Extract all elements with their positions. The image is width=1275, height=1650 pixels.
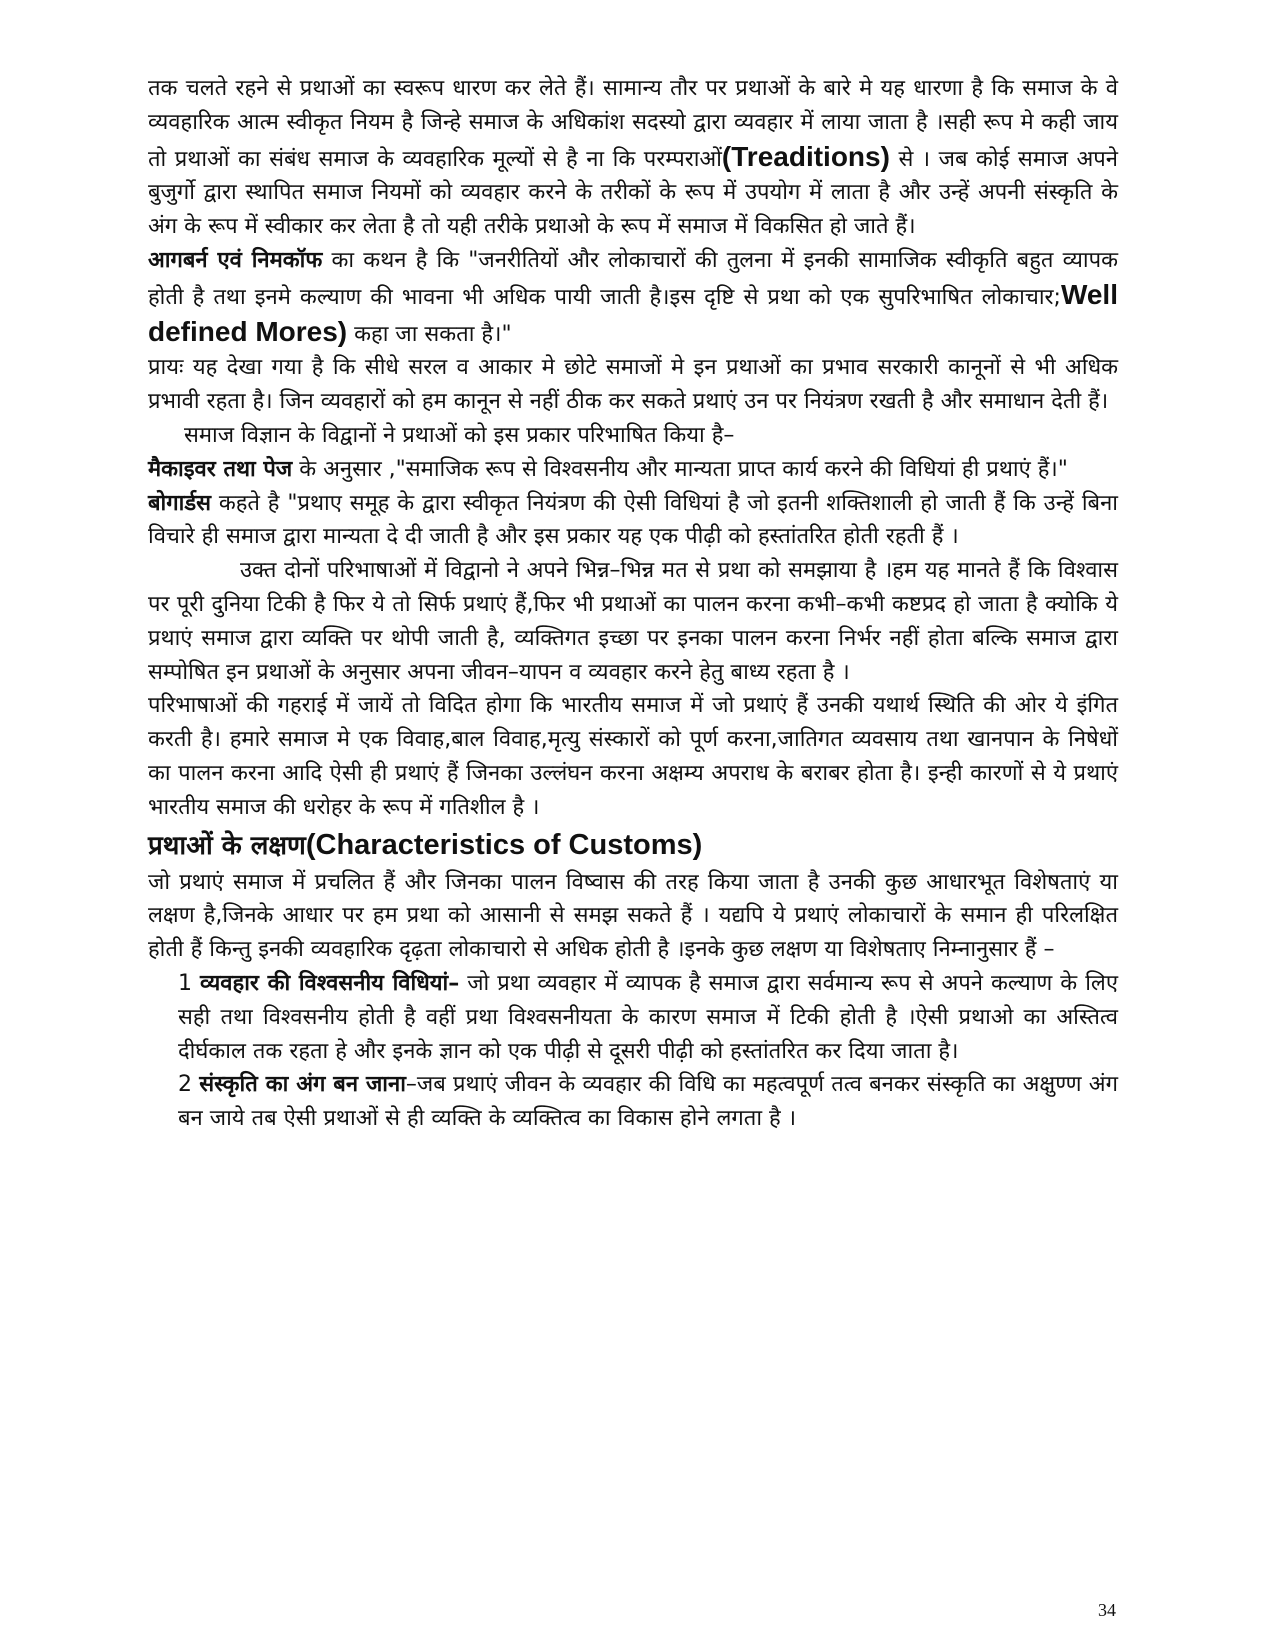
author-name: मैकाइवर तथा पेज	[148, 456, 293, 482]
paragraph-bogardus	[148, 487, 1118, 555]
paragraph-maciver-page	[148, 453, 1118, 487]
term-traditions: (Treaditions)	[721, 140, 890, 172]
item-title: संस्कृति का अंग बन जाना	[199, 1072, 406, 1098]
term-well-defined-mores: Well defined Mores)	[148, 278, 1118, 347]
document-page	[148, 72, 1118, 1136]
item-title: व्यवहार की विश्वसनीय विधियां–	[200, 970, 460, 996]
paragraph-text: तक चलते रहने से प्रथाओं का स्वरूप धारण कर लेते हैं। सामान्य तौर पर प्रथाओं के बारे मे यह धारणा है कि समाज के वे व्यवहारिक आत्म स्वीकृत नियम है जिन्हे समाज के अधिकांश सदस्यो द्वारा व्यवहार में लाया जाता है ।सही रूप मे कही जाय तो प्रथाओं का संबंध समाज के व्यवहारिक मूल्यों से है ना कि परम्पराओं	[148, 76, 1118, 172]
heading-hindi: प्रथाओं के लक्षण	[148, 830, 306, 861]
page-number: 34	[1098, 1600, 1116, 1620]
paragraph-text: से । जब कोई समाज अपने बुजुर्गो द्वारा स्थापित समाज नियमों को व्यवहार करने के तरीकों के रूप में उपयोग में लाता है और उन्हें अपनी संस्कृति के अंग के रूप में स्वीकार कर लेता है तो यही तरीके प्रथाओ के रूप में समाज में विकसित हो जाते हैं।	[148, 146, 1118, 240]
paragraph-definitions-intro: समाज विज्ञान के विद्वानों ने प्रथाओं को इस प्रकार परिभाषित किया है–	[184, 422, 735, 448]
paragraph-indian-society: परिभाषाओं की गहराई में जायें तो विदित होगा कि भारतीय समाज में जो प्रथाएं हैं उनकी यथार्थ स्थिति की ओर ये इंगित करती है। हमारे समाज मे एक विवाह,बाल विवाह,मृत्यु संस्कारों को पूर्ण करना,जातिगत व्यवसाय तथा खानपान के निषेधों का पालन करना आदि ऐसी ही प्रथाएं हैं जिनका उल्लंघन करना अक्षम्य अपराध के बराबर होता है। इन्ही कारणों से ये प्रथाएं भारतीय समाज की धरोहर के रूप में गतिशील है ।	[148, 693, 1118, 820]
author-name: बोगार्डस	[148, 490, 211, 516]
paragraph-small-societies: प्रायः यह देखा गया है कि सीधे सरल व आकार मे छोटे समाजों मे इन प्रथाओं का प्रभाव सरकारी कानूनों से भी अधिक प्रभावी रहता है। जिन व्यवहारों को हम कानून से नहीं ठीक कर सकते प्रथाएं उन पर नियंत्रण रखती है और समाधान देती हैं।	[148, 355, 1118, 415]
list-item	[148, 1068, 1118, 1136]
paragraph-text: के अनुसार ,"समाजिक रूप से विश्वसनीय और मान्यता प्राप्त कार्य करने की विधियां ही प्रथाएं हैं।"	[292, 456, 1068, 482]
paragraph-characteristics-intro: जो प्रथाएं समाज में प्रचलित हैं और जिनका पालन विष्वास की तरह किया जाता है उनकी कुछ आधारभूत विशेषताएं या लक्षण है,जिनके आधार पर हम प्रथा को आसानी से समझ सकते हैं । यद्यपि ये प्रथाएं लोकाचारों के समान ही परिलक्षित होती हैं किन्तु इनकी व्यवहारिक दृढ़ता लोकाचारो से अधिक होती है ।इनके कुछ लक्षण या विशेषताए निम्नानुसार हैं –	[148, 869, 1118, 963]
item-number: 2	[178, 1072, 200, 1098]
paragraph-customs-intro	[148, 72, 1118, 244]
paragraph-text: कहा जा सकता है।"	[347, 321, 512, 347]
paragraph-text: कहते है "प्रथाए समूह के द्वारा स्वीकृत नियंत्रण की ऐसी विधियां है जो इतनी शक्तिशाली हो जाती हैं कि उन्हें बिना विचारे ही समाज द्वारा मान्यता दे दी जाती है और इस प्रकार यह एक पीढ़ी को हस्तांतरित होती रहती हैं ।	[148, 490, 1118, 550]
item-text: –जब प्रथाएं जीवन के व्यवहार की विधि का महत्वपूर्ण तत्व बनकर संस्कृति का अक्षुण्ण अंग बन जाये तब ऐसी प्रथाओं से ही व्यक्ति के व्यक्तित्व का विकास होने लगता है ।	[178, 1072, 1118, 1132]
heading-english: (Characteristics of Customs)	[305, 828, 703, 861]
item-number: 1	[178, 970, 201, 996]
list-item	[148, 967, 1118, 1068]
author-name: आगबर्न एवं निमकॉफ	[148, 247, 323, 273]
paragraph-text: का कथन है कि "जनरीतियों और लोकाचारों की तुलना में इनकी सामाजिक स्वीकृति बहुत व्यापक होती है तथा इनमे कल्याण की भावना भी अधिक पायी जाती है।इस दृष्टि से प्रथा को एक सुपरिभाषित लोकाचार;	[148, 247, 1118, 310]
item-text: जो प्रथा व्यवहार में व्यापक है समाज द्वारा सर्वमान्य रूप से अपने कल्याण के लिए सही तथा विश्वसनीय होती है वहीं प्रथा विश्वसनीयता के कारण समाज में टिकी होती है ।ऐसी प्रथाओ का अस्तित्व दीर्घकाल तक रहता हे और इनके ज्ञान को एक पीढ़ी से दूसरी पीढ़ी को हस्तांतरित कर दिया जाता है।	[178, 970, 1118, 1064]
paragraph-both-definitions: उक्त दोनों परिभाषाओं में विद्वानो ने अपने भिन्न–भिन्न मत से प्रथा को समझाया है ।हम यह मानते हैं कि विश्वास पर पूरी दुनिया टिकी है फिर ये तो सिर्फ प्रथाएं हैं,फिर भी प्रथाओं का पालन करना कभी–कभी कष्टप्रद हो जाता है क्योकि ये प्रथाएं समाज द्वारा व्यक्ति पर थोपी जाती है, व्यक्तिगत इच्छा पर इनका पालन करना निर्भर नहीं होता बल्कि समाज द्वारा सम्पोषित इन प्रथाओं के अनुसार अपना जीवन–यापन व व्यवहार करने हेतु बाध्य रहता है ।	[148, 558, 1118, 685]
section-heading	[148, 825, 1118, 866]
paragraph-ogburn-nimkoff	[148, 244, 1118, 351]
